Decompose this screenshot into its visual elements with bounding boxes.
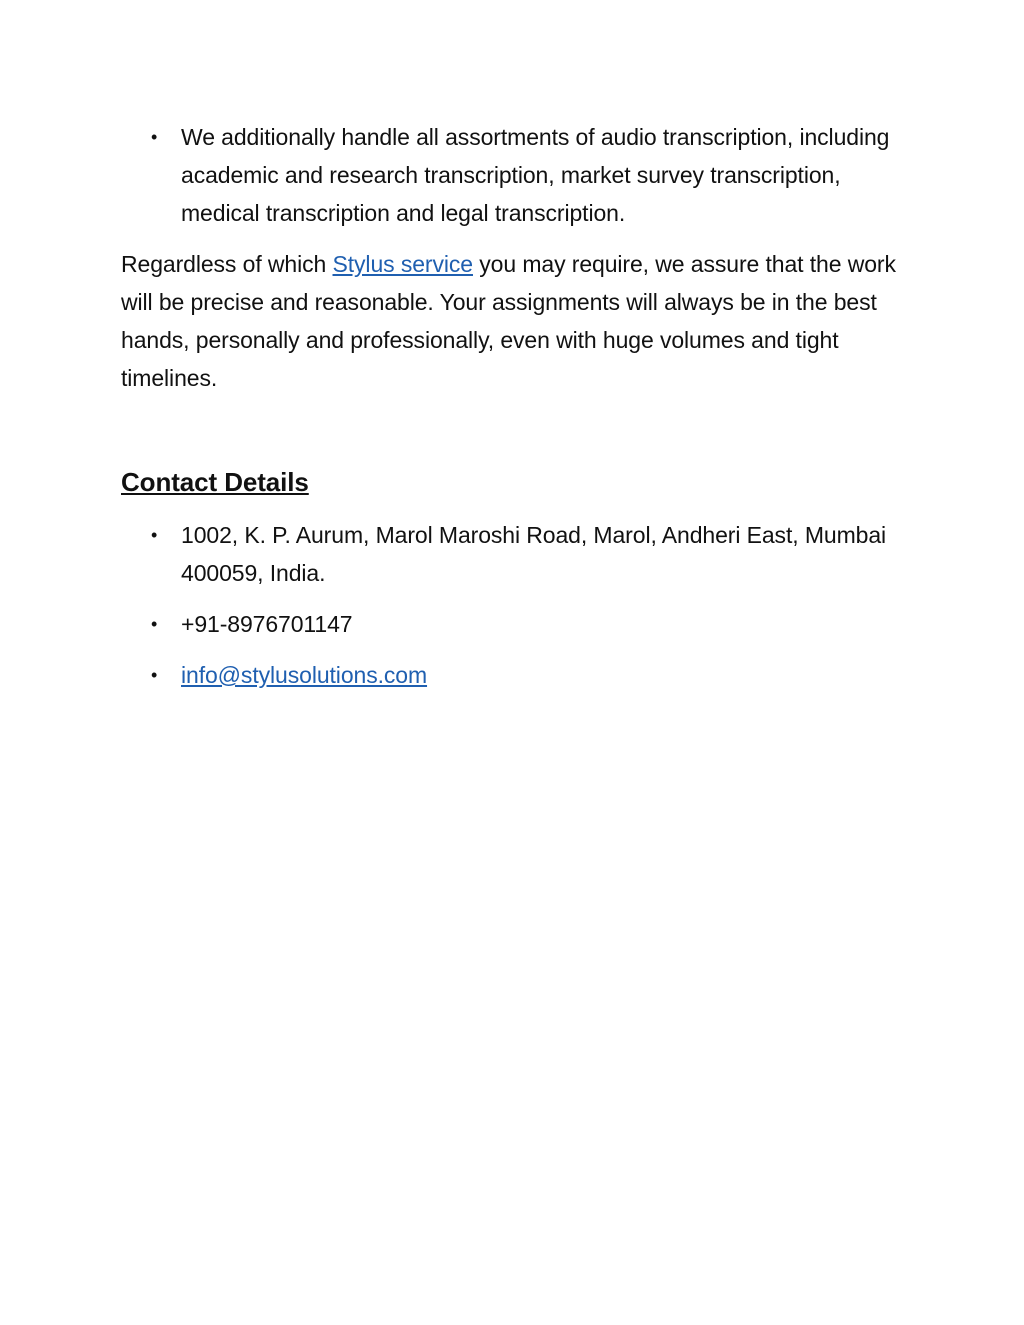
contact-details-heading: Contact Details bbox=[121, 467, 309, 497]
bullet-icon: • bbox=[151, 127, 158, 147]
list-item bbox=[121, 118, 911, 232]
list-item-text: We additionally handle all assortments of audio transcription, including academic and research transcription, market survey transcription, medical transcription and legal transcription. bbox=[181, 124, 890, 226]
bullet-icon: • bbox=[151, 525, 158, 545]
document-content bbox=[121, 118, 911, 707]
paragraph-text-before-link: Regardless of which bbox=[121, 251, 333, 277]
body-paragraph bbox=[121, 245, 911, 397]
services-list bbox=[121, 118, 911, 232]
contact-phone-item bbox=[121, 605, 911, 643]
contact-phone: +91-8976701147 bbox=[181, 611, 353, 637]
bullet-icon: • bbox=[151, 614, 158, 634]
contact-list bbox=[121, 516, 911, 694]
paragraph-text-after-link: you may require, we assure that the work will be precise and reasonable. Your assignments will always be in the best hands, personally and professionally, even with huge volumes and tight timelines. bbox=[121, 251, 896, 391]
contact-email-item bbox=[121, 656, 911, 694]
contact-address-item bbox=[121, 516, 911, 592]
contact-address: 1002, K. P. Aurum, Marol Maroshi Road, Marol, Andheri East, Mumbai 400059, India. bbox=[181, 522, 887, 586]
bullet-icon: • bbox=[151, 665, 158, 685]
stylus-service-link[interactable]: Stylus service bbox=[332, 251, 473, 277]
contact-email-link[interactable]: info@stylusolutions.com bbox=[181, 662, 428, 688]
